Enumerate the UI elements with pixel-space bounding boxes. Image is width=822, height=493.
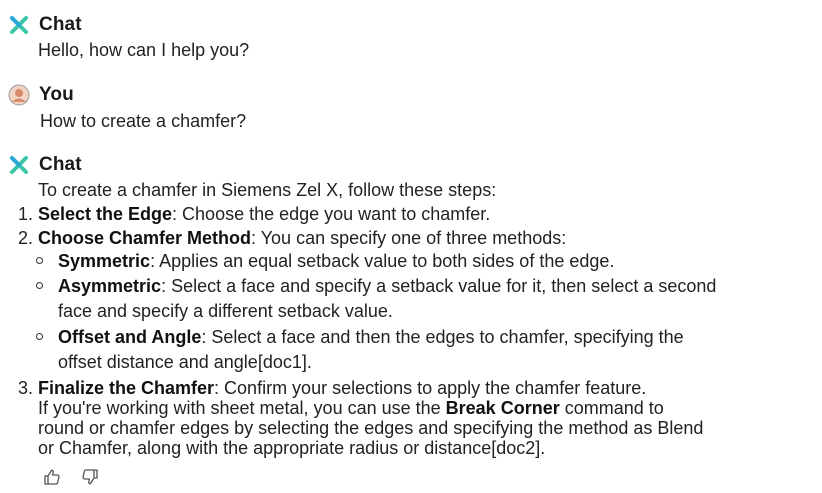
answer-outro-line-2: round or chamfer edges by selecting the edges and specifying the method as Blend <box>38 418 704 438</box>
step-title: Select the Edge <box>38 204 173 224</box>
method-text: : Select a face and specify a setback value for it, then select a second <box>161 276 717 296</box>
sender-name: You <box>39 84 74 105</box>
message-sender <box>8 151 82 179</box>
step-text: : Choose the edge you want to chamfer. <box>172 204 491 224</box>
user-avatar <box>8 84 30 106</box>
step-title: Choose Chamfer Method <box>38 228 252 248</box>
outro-text: If you're working with sheet metal, you can use the <box>38 398 446 418</box>
method-symmetric <box>58 249 614 273</box>
step-number: 3. <box>18 378 34 398</box>
message-sender <box>8 11 82 39</box>
answer-outro-line-3: or Chamfer, along with the appropriate radius or distance[doc2]. <box>38 438 546 458</box>
method-text-continued: offset distance and angle[doc1]. <box>58 352 312 372</box>
bullet-icon <box>36 282 43 289</box>
thumbs-up-button[interactable] <box>42 467 62 487</box>
step-3 <box>38 376 646 400</box>
break-corner-command: Break Corner <box>445 398 560 418</box>
step-number: 2. <box>18 228 34 248</box>
step-1 <box>38 202 490 226</box>
bullet-icon <box>36 333 43 340</box>
copilot-x-icon <box>8 154 30 176</box>
method-offset-angle <box>58 325 684 349</box>
thumbs-down-icon <box>81 468 99 486</box>
method-text: : Select a face and then the edges to chamfer, specifying the <box>201 327 684 347</box>
feedback-bar <box>42 467 100 487</box>
method-asymmetric <box>58 274 716 298</box>
message-text: Hello, how can I help you? <box>38 40 250 60</box>
message-text: How to create a chamfer? <box>40 111 247 131</box>
sender-name: Chat <box>39 154 82 175</box>
answer-intro: To create a chamfer in Siemens Zel X, follow these steps: <box>38 180 497 200</box>
step-number: 1. <box>18 204 34 224</box>
method-title: Asymmetric <box>58 276 162 296</box>
method-title: Symmetric <box>58 251 151 271</box>
step-title: Finalize the Chamfer <box>38 378 215 398</box>
step-text: : You can specify one of three methods: <box>251 228 567 248</box>
thumbs-down-button[interactable] <box>80 467 100 487</box>
step-text: : Confirm your selections to apply the chamfer feature. <box>214 378 647 398</box>
outro-text: command to <box>559 398 664 418</box>
method-title: Offset and Angle <box>58 327 202 347</box>
answer-outro-line-1 <box>38 398 664 418</box>
thumbs-up-icon <box>43 468 61 486</box>
step-2 <box>38 226 566 250</box>
copilot-x-icon <box>8 14 30 36</box>
method-text: : Applies an equal setback value to both sides of the edge. <box>150 251 615 271</box>
message-sender <box>8 81 74 109</box>
sender-name: Chat <box>39 14 82 35</box>
method-text-continued: face and specify a different setback value. <box>58 301 393 321</box>
bullet-icon <box>36 257 43 264</box>
